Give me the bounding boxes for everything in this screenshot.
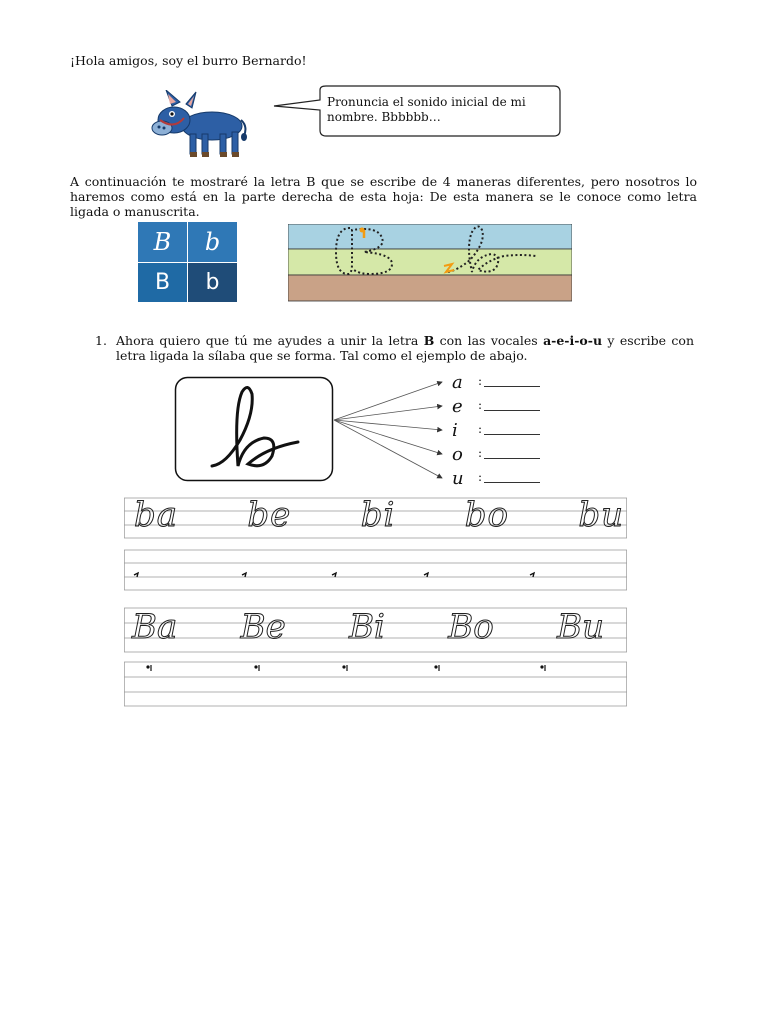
dotted-syllable: bi	[360, 495, 396, 535]
vowel-letter: u	[452, 468, 464, 489]
donkey-illustration	[150, 90, 250, 162]
vowel-separator: :	[478, 374, 483, 388]
intro-paragraph: A continuación te mostraré la letra B que se escribe de 4 maneras diferentes, pero nosotros lo haremos como está en la parte derecha de esta hoja: De esta manera se le conoce como letra ligada o manuscrita.	[70, 174, 697, 219]
dotted-syllable: bu	[578, 495, 624, 535]
exercise-vowels: a-e-i-o-u	[543, 333, 603, 348]
card-tile-cursive-upper: B	[138, 222, 187, 262]
vowel-letter: i	[452, 420, 458, 441]
writing-row-lowercase[interactable]	[124, 549, 627, 591]
dotted-syllable: bo	[464, 495, 509, 535]
vowel-answer-line[interactable]	[484, 482, 540, 483]
letter-b-card	[138, 222, 237, 302]
card-tile-cursive-lower: b	[188, 222, 237, 262]
vowel-separator: :	[478, 398, 483, 412]
vowel-answer-line[interactable]	[484, 410, 540, 411]
vowel-answer-line[interactable]	[484, 458, 540, 459]
vowel-letter: a	[452, 372, 463, 393]
dotted-syllable: Bi	[349, 607, 385, 647]
tracing-row-lowercase	[124, 497, 627, 539]
vowel-letter: e	[452, 396, 463, 417]
vowel-row-o	[450, 444, 542, 466]
vowel-separator: :	[478, 446, 483, 460]
card-tile-print-upper: B	[138, 263, 187, 302]
vowel-row-e	[450, 396, 542, 418]
speech-bubble-text: Pronuncia el sonido inicial de mi nombre. Bbbbbb…	[327, 95, 526, 124]
dotted-syllable: Be	[240, 607, 286, 647]
writing-row-uppercase[interactable]	[124, 661, 627, 707]
card-tile-print-lower: b	[188, 263, 237, 302]
vowel-letter: o	[452, 444, 463, 465]
vowel-list	[450, 372, 542, 490]
vowel-separator: :	[478, 470, 483, 484]
vowel-row-i	[450, 420, 542, 442]
vowel-separator: :	[478, 422, 483, 436]
dotted-syllable: Bo	[448, 607, 494, 647]
vowel-row-a	[450, 372, 542, 394]
cursive-b-box	[174, 376, 334, 482]
vowel-answer-line[interactable]	[484, 386, 540, 387]
dotted-syllable: be	[247, 495, 292, 535]
dotted-syllable: Ba	[132, 607, 178, 647]
exercise-instruction: Ahora quiero que tú me ayudes a unir la letra B con las vocales a-e-i-o-u y escribe con letra ligada la sílaba que se forma. Tal como el ejemplo de abajo.	[116, 333, 694, 363]
dotted-syllable: Bu	[557, 607, 604, 647]
greeting-text: ¡Hola amigos, soy el burro Bernardo!	[70, 53, 307, 68]
vowel-row-u	[450, 468, 542, 490]
cursive-b-tracing-band	[288, 224, 572, 302]
exercise-number: 1.	[95, 333, 107, 348]
exercise-letter: B	[423, 333, 435, 348]
vowel-answer-line[interactable]	[484, 434, 540, 435]
dotted-syllable: ba	[134, 495, 179, 535]
tracing-row-uppercase	[124, 607, 627, 653]
